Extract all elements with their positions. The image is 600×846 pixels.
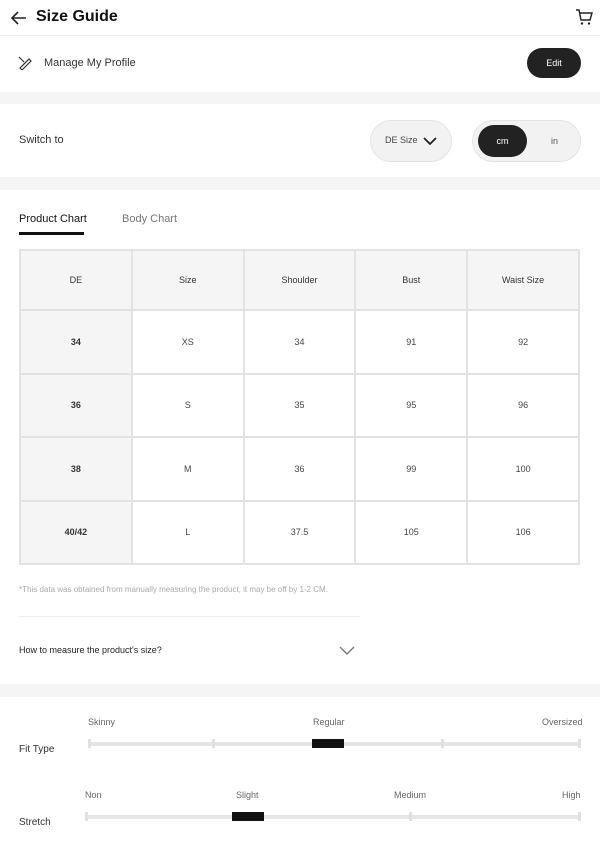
table-cell: M [132, 437, 244, 500]
stretch-label-non: Non [85, 790, 102, 800]
table-row [20, 437, 579, 500]
arrow-left-icon [11, 11, 27, 25]
edit-button[interactable]: Edit [527, 48, 581, 78]
table-cell: 95 [355, 374, 467, 437]
table-cell: 37.5 [244, 501, 356, 564]
fit-tick [88, 739, 91, 748]
fit-label-skinny: Skinny [88, 717, 116, 727]
table-cell: XS [132, 310, 244, 373]
table-cell: 105 [355, 501, 467, 564]
ruler-pencil-icon [18, 56, 32, 70]
table-cell: 96 [467, 374, 579, 437]
unit-switch-row [0, 104, 600, 177]
section-gap [0, 177, 600, 190]
table-cell: 35 [244, 374, 356, 437]
manage-profile-label: Manage My Profile [44, 57, 136, 69]
page-title: Size Guide [36, 8, 118, 25]
table-cell: 100 [467, 437, 579, 500]
header-bar [0, 0, 600, 36]
fit-label-regular: Regular [313, 717, 345, 727]
fit-section [0, 698, 600, 846]
stretch-tick [578, 812, 581, 821]
fit-type-title: Fit Type [19, 744, 55, 755]
stretch-title: Stretch [19, 817, 51, 828]
table-header-cell: Size [132, 250, 244, 310]
section-gap [0, 92, 600, 104]
size-system-value: DE Size [385, 135, 418, 145]
unit-toggle [472, 120, 581, 162]
fit-label-oversized: Oversized [542, 717, 583, 727]
how-to-measure-label: How to measure the product's size? [19, 645, 162, 655]
table-cell: 34 [244, 310, 356, 373]
table-cell: 92 [467, 310, 579, 373]
unit-cm-option[interactable]: cm [478, 125, 527, 157]
table-header-cell: Shoulder [244, 250, 356, 310]
table-cell: S [132, 374, 244, 437]
table-header-row [20, 250, 579, 310]
stretch-label-medium: Medium [394, 790, 427, 800]
stretch-value-marker [232, 812, 264, 821]
section-gap [0, 684, 600, 697]
cart-button[interactable] [575, 8, 593, 28]
how-to-measure-row[interactable] [19, 636, 359, 666]
table-header-cell: DE [20, 250, 132, 310]
stretch-label-slight: Slight [236, 790, 259, 800]
table-cell: 38 [20, 437, 132, 500]
fit-tick [441, 739, 444, 748]
chart-tabs [0, 190, 600, 240]
stretch-tick [409, 812, 412, 821]
stretch-label-high: High [562, 790, 581, 800]
table-cell: 34 [20, 310, 132, 373]
table-row [20, 374, 579, 437]
size-table [19, 249, 580, 565]
table-row [20, 310, 579, 373]
table-cell: 36 [244, 437, 356, 500]
tab-body-chart[interactable]: Body Chart [122, 213, 178, 225]
measurement-note: *This data was obtained from manually measuring the product, it may be off by 1-2 CM. [19, 585, 328, 594]
stretch-track [86, 815, 581, 819]
unit-in-option[interactable]: in [550, 136, 558, 146]
table-cell: 99 [355, 437, 467, 500]
table-cell: L [132, 501, 244, 564]
back-button[interactable] [10, 8, 28, 28]
fit-tick [578, 739, 581, 748]
table-cell: 106 [467, 501, 579, 564]
active-tab-indicator [19, 232, 84, 235]
tab-product-chart[interactable]: Product Chart [19, 213, 87, 225]
switch-label: Switch to [19, 134, 64, 146]
stretch-tick [85, 812, 88, 821]
table-cell: 36 [20, 374, 132, 437]
manage-profile-row [0, 37, 600, 92]
table-header-cell: Bust [355, 250, 467, 310]
fit-tick [212, 739, 215, 748]
chevron-down-icon [339, 642, 355, 658]
cart-icon [575, 8, 593, 26]
divider [19, 616, 360, 617]
size-system-dropdown[interactable] [370, 120, 452, 162]
table-cell: 40/42 [20, 501, 132, 564]
chevron-down-icon [423, 134, 437, 148]
fit-value-marker [312, 739, 344, 748]
table-cell: 91 [355, 310, 467, 373]
table-header-cell: Waist Size [467, 250, 579, 310]
table-row [20, 501, 579, 564]
